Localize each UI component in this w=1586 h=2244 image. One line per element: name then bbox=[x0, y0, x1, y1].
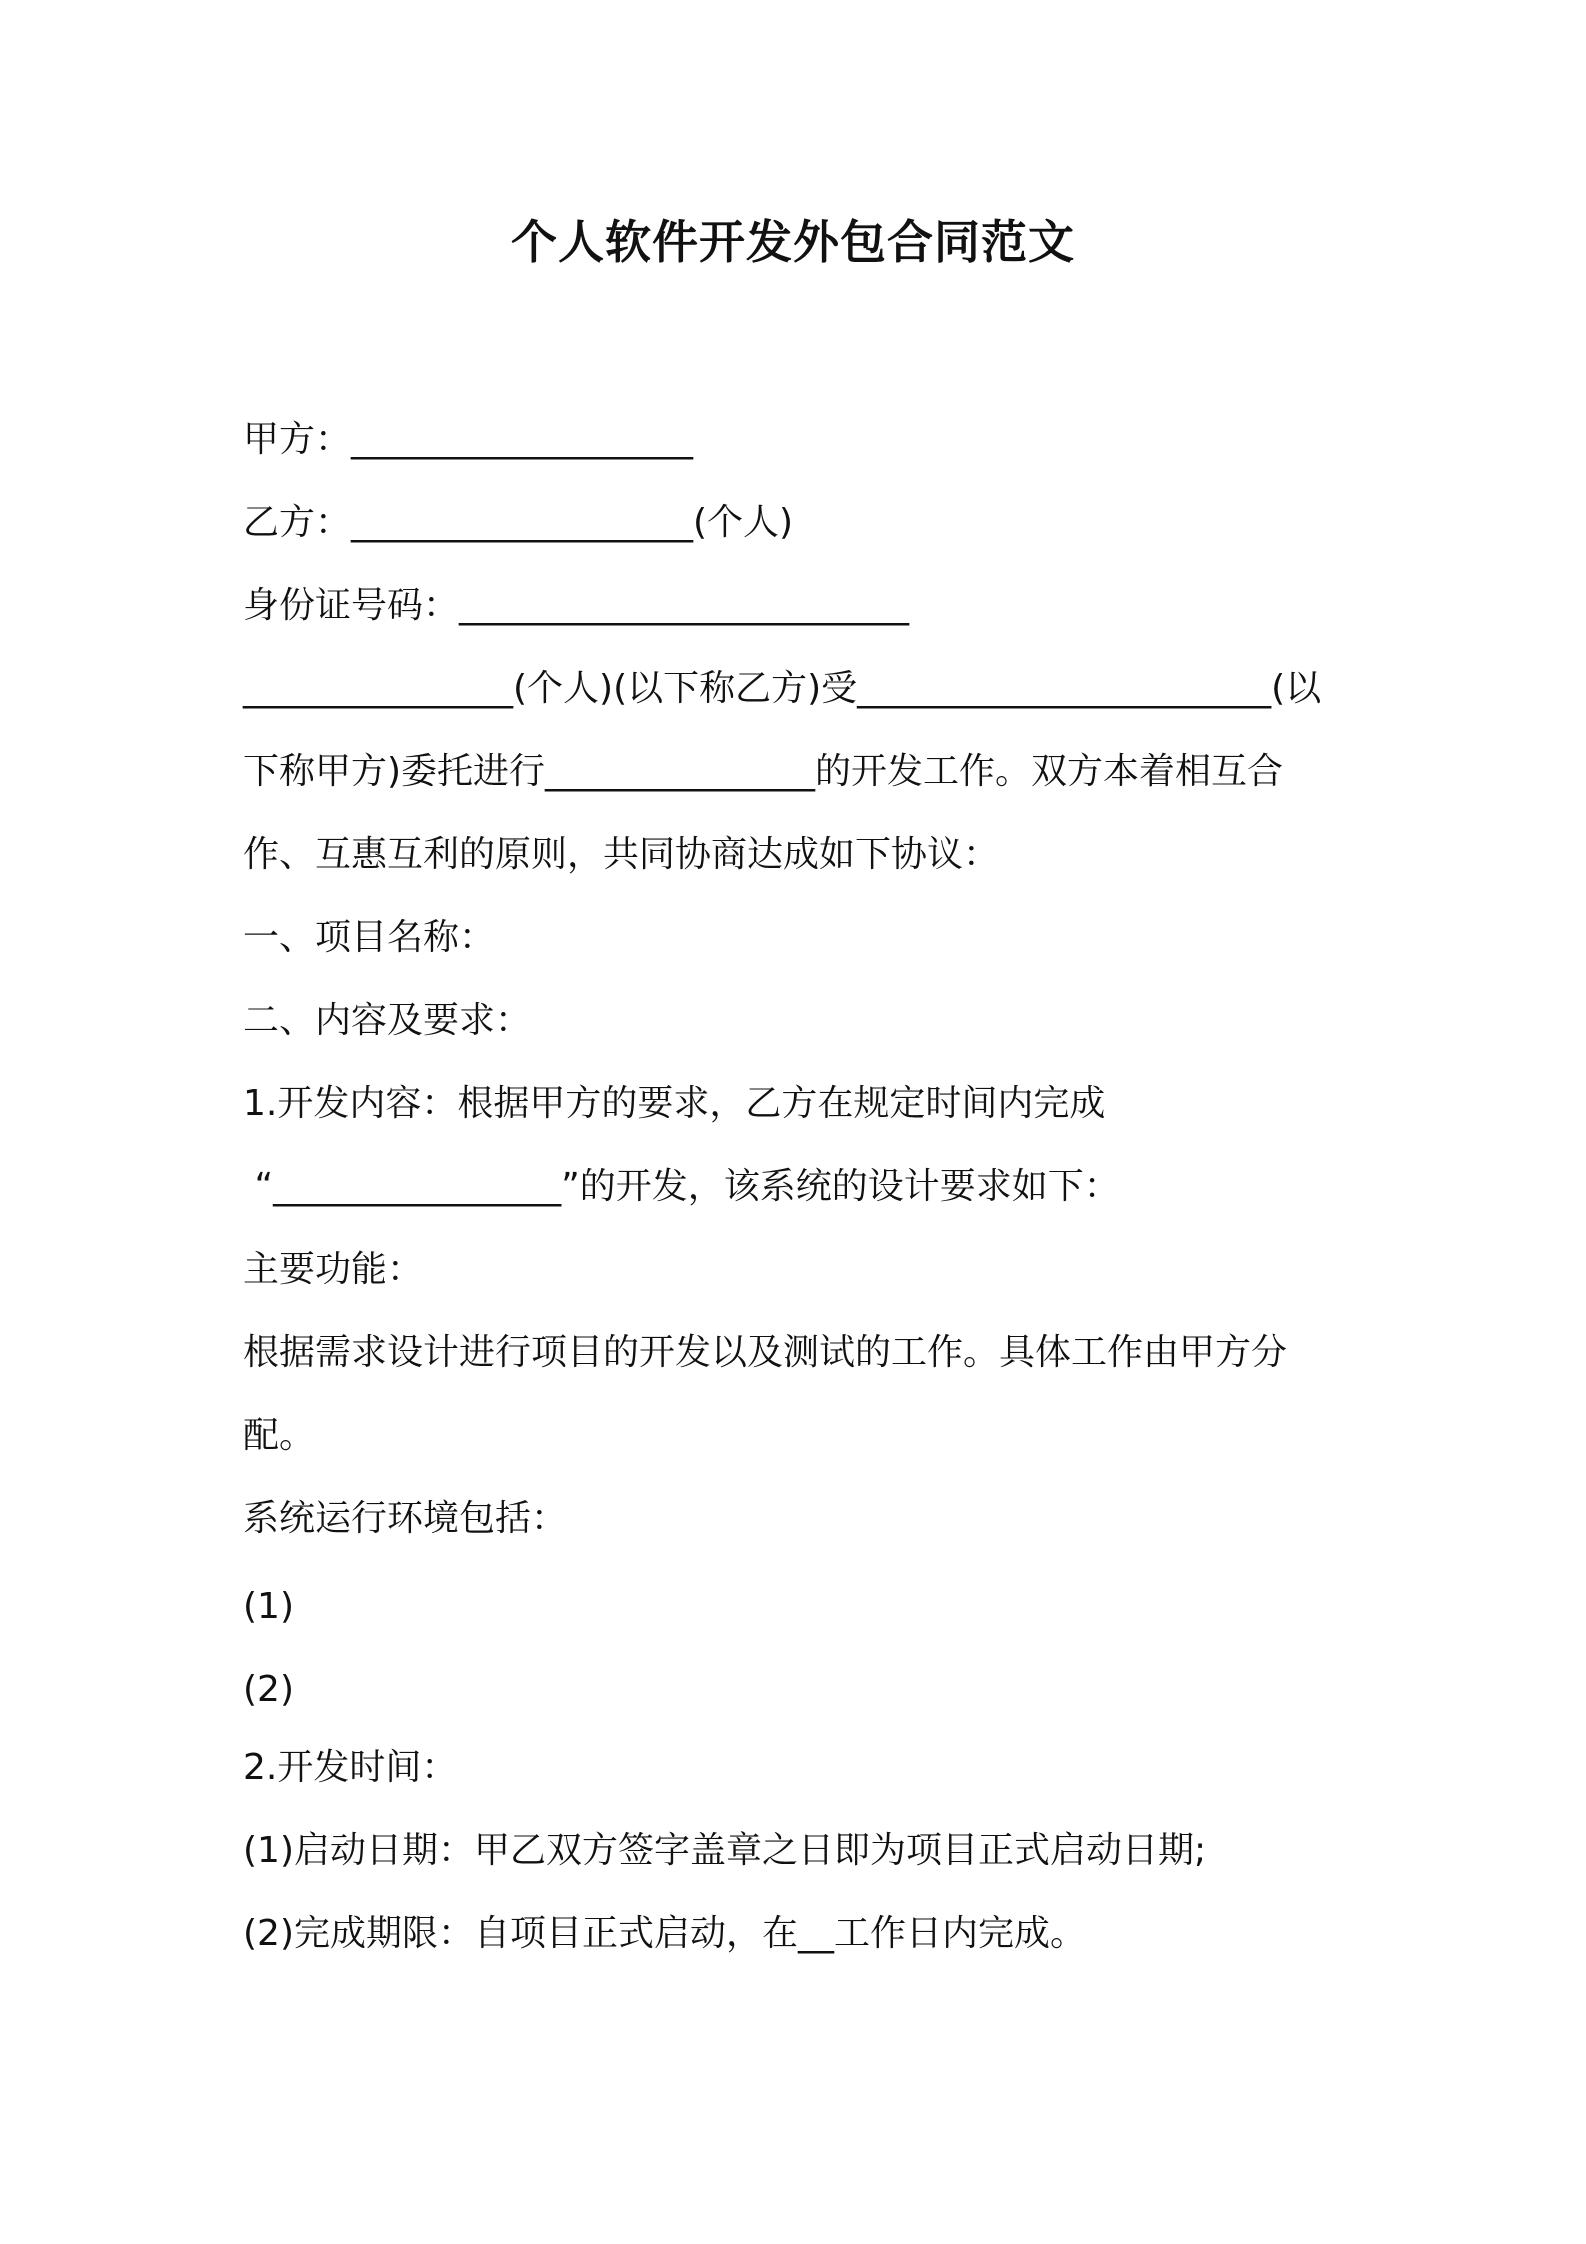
main-functions-text-line-2: 配。 bbox=[243, 1415, 316, 1456]
intro-line-3: 作、互惠互利的原则，共同协商达成如下协议： bbox=[243, 834, 1000, 875]
main-functions-heading: 主要功能： bbox=[243, 1249, 424, 1290]
completion-deadline-line: (2)完成期限：自项目正式启动，在__工作日内完成。 bbox=[243, 1913, 1086, 1954]
runtime-environment-heading: 系统运行环境包括： bbox=[243, 1498, 568, 1539]
party-b-line: 乙方：___________________(个人) bbox=[243, 502, 794, 543]
section-content-requirements: 二、内容及要求： bbox=[243, 1000, 532, 1041]
party-a-line: 甲方：___________________ bbox=[243, 419, 694, 460]
start-date-line: (1)启动日期：甲乙双方签字盖章之日即为项目正式启动日期; bbox=[243, 1830, 1207, 1871]
document-title: 个人软件开发外包合同范文 bbox=[511, 215, 1075, 269]
runtime-item-1: (1) bbox=[243, 1586, 294, 1627]
development-content-line-2: “________________”的开发，该系统的设计要求如下： bbox=[243, 1166, 1120, 1207]
intro-line-1: _______________(个人)(以下称乙方)受_______________________(以 bbox=[243, 668, 1322, 709]
development-time-heading: 2.开发时间： bbox=[243, 1747, 458, 1788]
section-project-name: 一、项目名称： bbox=[243, 917, 496, 958]
main-functions-text-line-1: 根据需求设计进行项目的开发以及测试的工作。具体工作由甲方分 bbox=[243, 1332, 1288, 1373]
intro-line-2: 下称甲方)委托进行_______________的开发工作。双方本着相互合 bbox=[243, 751, 1284, 792]
development-content-line-1: 1.开发内容：根据甲方的要求，乙方在规定时间内完成 bbox=[243, 1083, 1106, 1124]
runtime-item-2: (2) bbox=[243, 1669, 294, 1710]
id-number-line: 身份证号码：_________________________ bbox=[243, 585, 910, 626]
